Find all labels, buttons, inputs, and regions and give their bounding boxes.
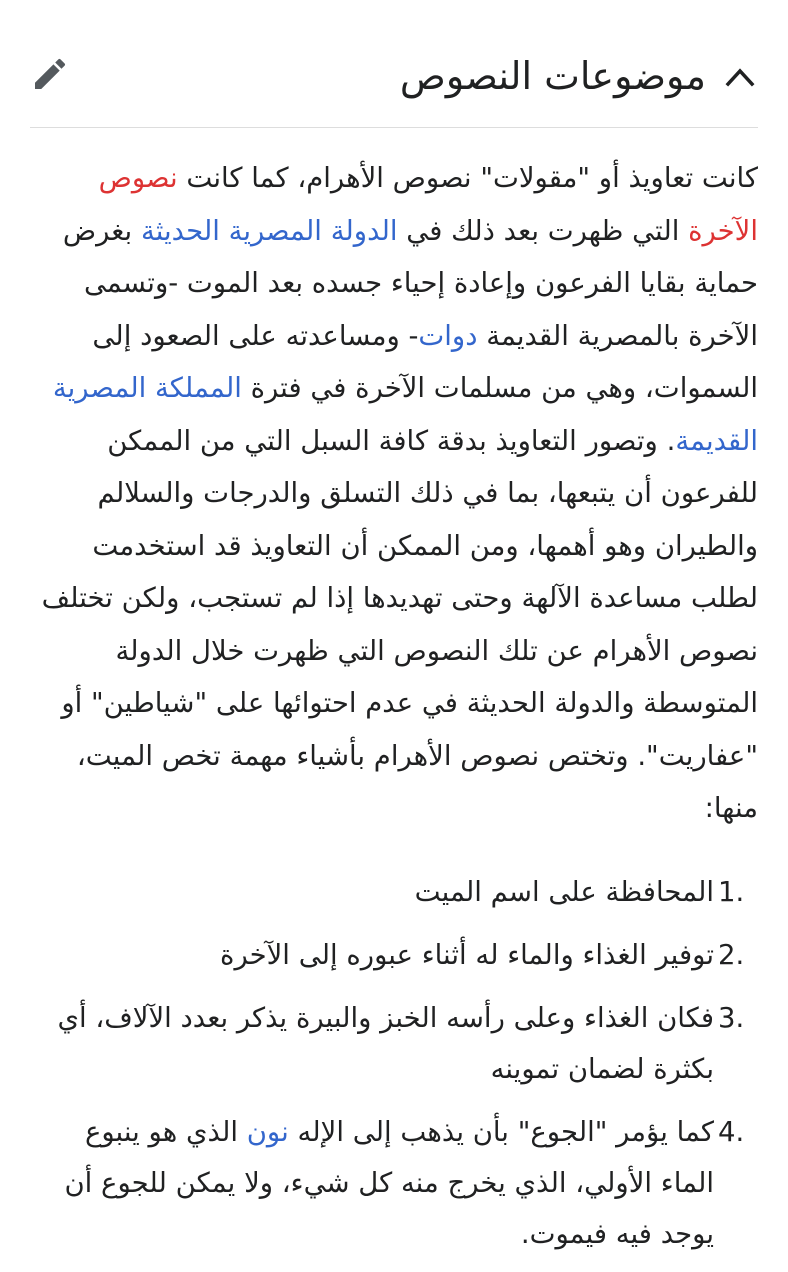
- para-text-4: - ومساعدته على الصعود إلى السموات، وهي من مسلمات الآخرة في فترة: [92, 319, 758, 404]
- numbered-list: [30, 867, 758, 1260]
- para-text-1: كانت تعاويذ أو "مقولات" نصوص الأهرام، كما كانت: [177, 162, 758, 194]
- list-item-number: 1.: [718, 875, 745, 908]
- list-item: [30, 867, 745, 918]
- link-new-kingdom[interactable]: الدولة المصرية الحديثة: [140, 214, 398, 247]
- para-text-2: التي ظهرت بعد ذلك في: [397, 214, 689, 247]
- list-item-number: 2.: [718, 938, 745, 971]
- link-old-kingdom[interactable]: المملكة المصرية القديمة: [52, 372, 758, 457]
- list-item: [30, 930, 745, 981]
- edit-section-button[interactable]: [30, 54, 70, 94]
- para-text-3: بغرض حماية بقايا الفرعون وإعادة إحياء جسده بعد الموت -وتسمى الآخرة بالمصرية القديمة: [62, 214, 758, 352]
- para-text-5: . وتصور التعاويذ بدقة كافة السبل التي من الممكن للفرعون أن يتبعها، بما في ذلك التسلق والدرجات والسلالم والطيران وهو أهمها، ومن الممكن أن التعاويذ قد استخدمت لطلب مساعدة الآلهة وحتى تهديدها إذا لم تستجب، ولكن تختلف نصوص الأهرام عن تلك النصوص التي ظهرت خلال الدولة المتوسطة والدولة الحديثة في عدم احتوائها على "شياطين" أو "عفاريت". وتختص نصوص الأهرام بأشياء مهمة تخص الميت، منها:: [41, 424, 758, 824]
- section-header: [30, 40, 758, 128]
- section-content: [30, 152, 758, 1272]
- link-nun[interactable]: نون: [246, 1115, 289, 1148]
- chevron-up-icon: [722, 62, 758, 92]
- body-paragraph: [30, 152, 758, 835]
- pencil-icon: [30, 54, 70, 94]
- collapse-section-button[interactable]: [722, 62, 758, 92]
- list-item-number: 3.: [718, 1001, 745, 1034]
- list-item-text-2: الذي هو ينبوع الماء الأولي، الذي يخرج منه كل شيء، ولا يمكن للجوع أن يوجد فيه فيموت.: [64, 1115, 714, 1250]
- list-item-text: فكان الغذاء وعلى رأسه الخبز والبيرة يذكر بعدد الآلاف، أي بكثرة لضمان تموينه: [57, 1001, 714, 1085]
- list-item-text-1: كما يؤمر "الجوع" بأن يذهب إلى الإله: [288, 1115, 714, 1148]
- list-item-number: 4.: [718, 1115, 745, 1148]
- list-item-text: توفير الغذاء والماء له أثناء عبوره إلى الآخرة: [220, 938, 714, 971]
- list-item-text: المحافظة على اسم الميت: [414, 875, 714, 908]
- list-item: [30, 1107, 745, 1260]
- section-title: موضوعات النصوص: [399, 54, 706, 98]
- link-afterlife-texts[interactable]: نصوص الآخرة: [98, 162, 758, 247]
- list-item: [30, 993, 745, 1095]
- link-duat[interactable]: دوات: [418, 319, 478, 352]
